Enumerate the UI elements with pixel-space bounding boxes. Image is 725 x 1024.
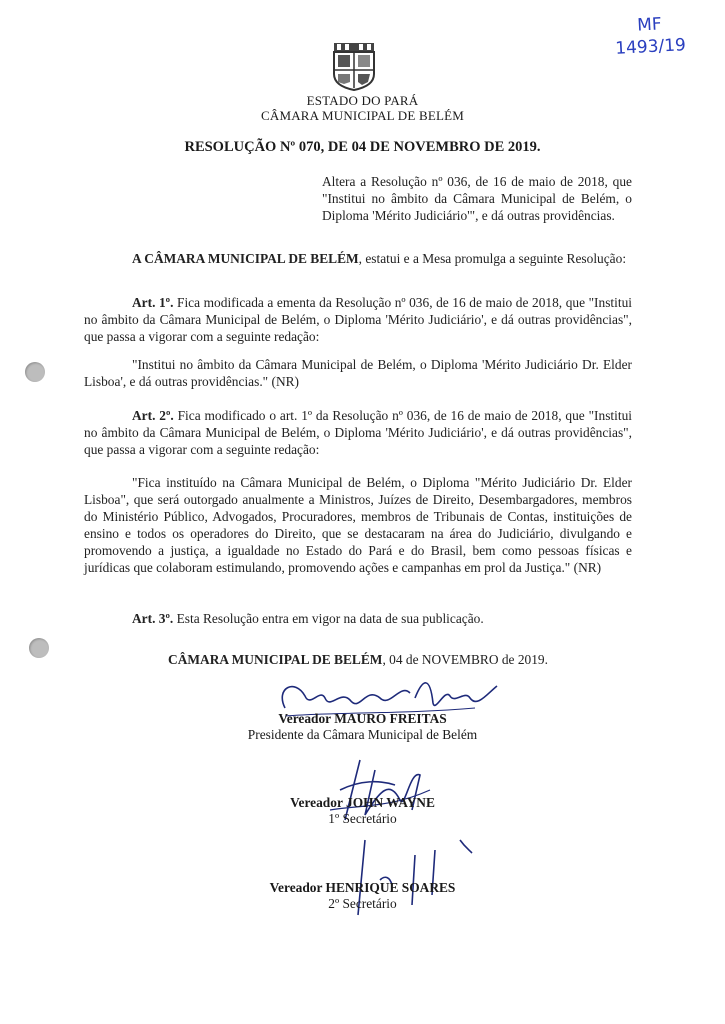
closing-text: , 04 de NOVEMBRO de 2019. (382, 652, 548, 667)
signatory-1-name: Vereador MAURO FREITAS (278, 711, 447, 726)
closing-bold: CÂMARA MUNICIPAL DE BELÉM (168, 652, 383, 667)
coat-of-arms-icon (331, 40, 377, 92)
article-1-text: Fica modificada a ementa da Resolução nº 036, de 16 de maio de 2018, que "Institui no âmbito da Câmara Municipal de Belém, o Diploma 'Mérito Judiciário', e dá outras providências", que passa a vigorar com a seguinte redação: (84, 295, 632, 344)
punch-hole-top (25, 362, 45, 382)
ementa: Altera a Resolução nº 036, de 16 de maio de 2018, que "Institui no âmbito da Câmara Municipal de Belém, o Diploma 'Mérito Judiciário'", e dá outras providências. (322, 174, 632, 223)
article-3-label: Art. 3º. (132, 611, 174, 626)
signatory-2-name: Vereador JOHN WAYNE (290, 795, 435, 810)
state-name: ESTADO DO PARÁ (306, 93, 419, 108)
chamber-name: CÂMARA MUNICIPAL DE BELÉM (260, 108, 465, 123)
signatory-3-name: Vereador HENRIQUE SOARES (269, 880, 456, 895)
article-1-quote: "Institui no âmbito da Câmara Municipal de Belém, o Diploma 'Mérito Judiciário Dr. Elder Lisboa', e dá outras providências." (NR) (84, 357, 632, 389)
article-2-text: Fica modificado o art. 1º da Resolução nº 036, de 16 de maio de 2018, que "Institui no âmbito da Câmara Municipal de Belém, o Diploma 'Mérito Judiciário', e dá outras providências", que passa a vigorar com a seguinte redação: (84, 408, 632, 457)
handwritten-annotation (604, 12, 696, 61)
article-2-label: Art. 2º. (132, 408, 174, 423)
closing-line (84, 651, 632, 668)
article-1 (84, 294, 632, 345)
article-3-text: Esta Resolução entra em vigor na data de sua publicação. (173, 611, 484, 626)
signatory-2-role: 1º Secretário (328, 811, 397, 826)
resolution-title: RESOLUÇÃO Nº 070, DE 04 DE NOVEMBRO DE 2019. (184, 139, 541, 155)
preamble-text: , estatui e a Mesa promulga a seguinte Resolução: (358, 251, 627, 266)
signatory-2 (0, 795, 725, 827)
signatory-1 (0, 711, 725, 743)
preamble-bold: A CÂMARA MUNICIPAL DE BELÉM (132, 251, 359, 266)
preamble (84, 250, 632, 267)
article-1-label: Art. 1º. (132, 295, 174, 310)
article-2 (84, 407, 632, 458)
signatory-3-role: 2º Secretário (328, 896, 397, 911)
annotation-line-1: MF (636, 14, 663, 36)
signatory-3 (0, 880, 725, 912)
article-3 (84, 610, 632, 627)
article-2-quote: "Fica instituído na Câmara Municipal de Belém, o Diploma "Mérito Judiciário Dr. Elder Lisboa", que será outorgado anualmente a Ministros, Juízes de Direito, Desembargadores, membros do Ministério Público, Advogados, Procuradores, membros de Tribunais de Contas, instituições de ensino e todos os operadores do Direito, que se destacaram na área do Judiciário, divulgando e promovendo a justiça, a igualdade no Estado do Pará e do Brasil, bem como pessoas físicas e jurídicas que colaboram estimulando, promovendo ações e campanhas em prol da Justiça." (NR) (84, 475, 632, 575)
signatory-1-role: Presidente da Câmara Municipal de Belém (247, 727, 478, 742)
punch-hole-bottom (29, 638, 49, 658)
annotation-line-2: 1493/19 (614, 35, 687, 59)
